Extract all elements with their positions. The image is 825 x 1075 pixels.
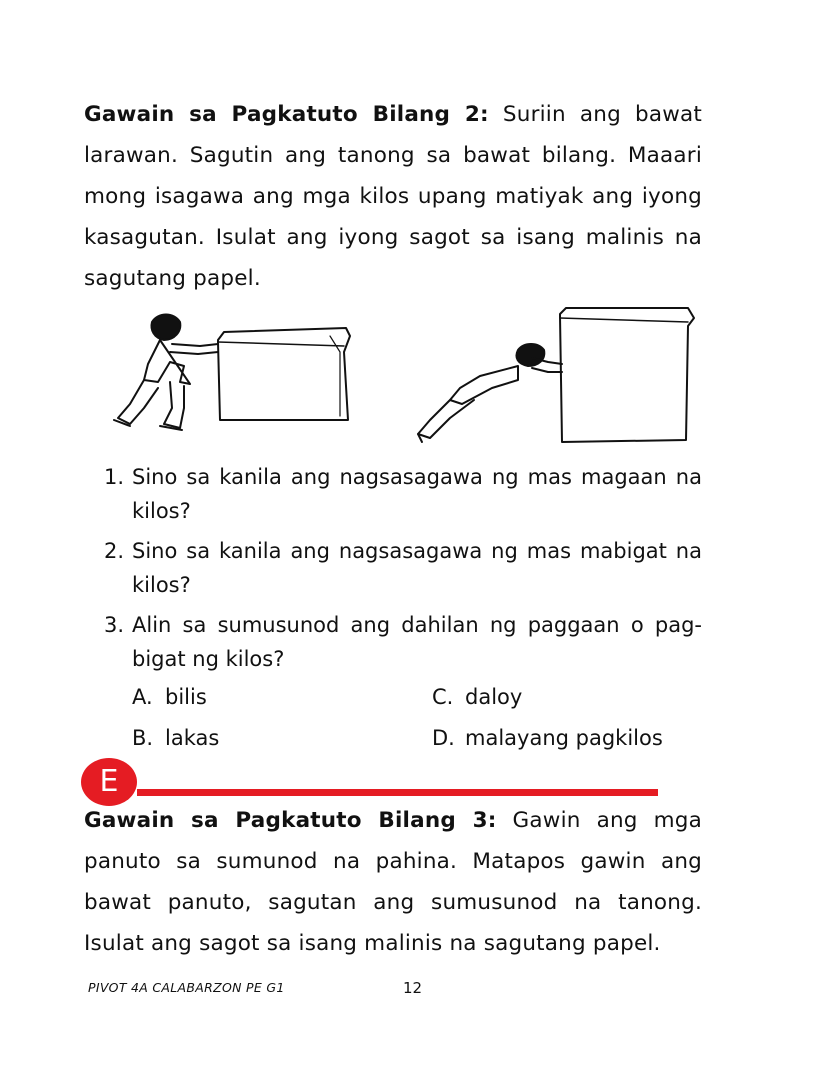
choice-letter: B. <box>132 726 154 750</box>
question-text: Sino sa kanila ang nagsasagawa ng mas mabigat na kilos? <box>132 539 702 597</box>
footer-source: PIVOT 4A CALABARZON PE G1 <box>88 980 285 995</box>
choice-letter: A. <box>132 685 153 709</box>
question-text: Alin sa sumusunod ang dahilan ng paggaan o pag-bigat ng kilos? <box>132 613 702 671</box>
section-e-badge: E <box>81 758 137 806</box>
activity-3-body: Gawin ang mga panuto sa sumunod na pahina. Matapos gawin ang bawat panuto, sagutan ang sumusunod na tanong. Isulat ang sagot sa isang malinis na sagutang papel. <box>84 808 702 956</box>
question-number: 2. <box>104 539 125 563</box>
question-number: 3. <box>104 613 125 637</box>
light-box <box>218 328 350 420</box>
activity-2-heading: Gawain sa Pagkatuto Bilang 2: <box>84 102 489 127</box>
choice-text: daloy <box>465 685 523 709</box>
section-divider-bar <box>137 789 658 796</box>
standing-boy <box>114 315 218 431</box>
choice-letter: C. <box>432 685 454 709</box>
choice-text: malayang pagkilos <box>465 726 663 750</box>
heavy-box <box>560 308 694 442</box>
question-text: Sino sa kanila ang nagsasagawa ng mas magaan na kilos? <box>132 465 702 523</box>
choice-a <box>132 680 207 714</box>
choice-text: lakas <box>165 726 220 750</box>
leaning-boy <box>418 344 562 442</box>
activity-2-body: Suriin ang bawat larawan. Sagutin ang tanong sa bawat bilang. Maaari mong isagawa ang mga kilos upang matiyak ang iyong kasagutan. Isulat ang iyong sagot sa isang malinis na sagutang papel. <box>84 102 702 291</box>
left-scene <box>114 315 350 431</box>
choice-text: bilis <box>165 685 207 709</box>
pushing-boxes-illustration <box>100 296 710 456</box>
choice-d <box>432 721 663 755</box>
question-number: 1. <box>104 465 125 489</box>
activity-3-paragraph <box>84 800 702 964</box>
activity-3-heading: Gawain sa Pagkatuto Bilang 3: <box>84 808 497 833</box>
page-number: 12 <box>403 979 423 997</box>
right-scene <box>418 308 694 442</box>
choice-letter: D. <box>432 726 455 750</box>
activity-2-paragraph <box>84 94 702 299</box>
choice-b <box>132 721 219 755</box>
choice-c <box>432 680 522 714</box>
